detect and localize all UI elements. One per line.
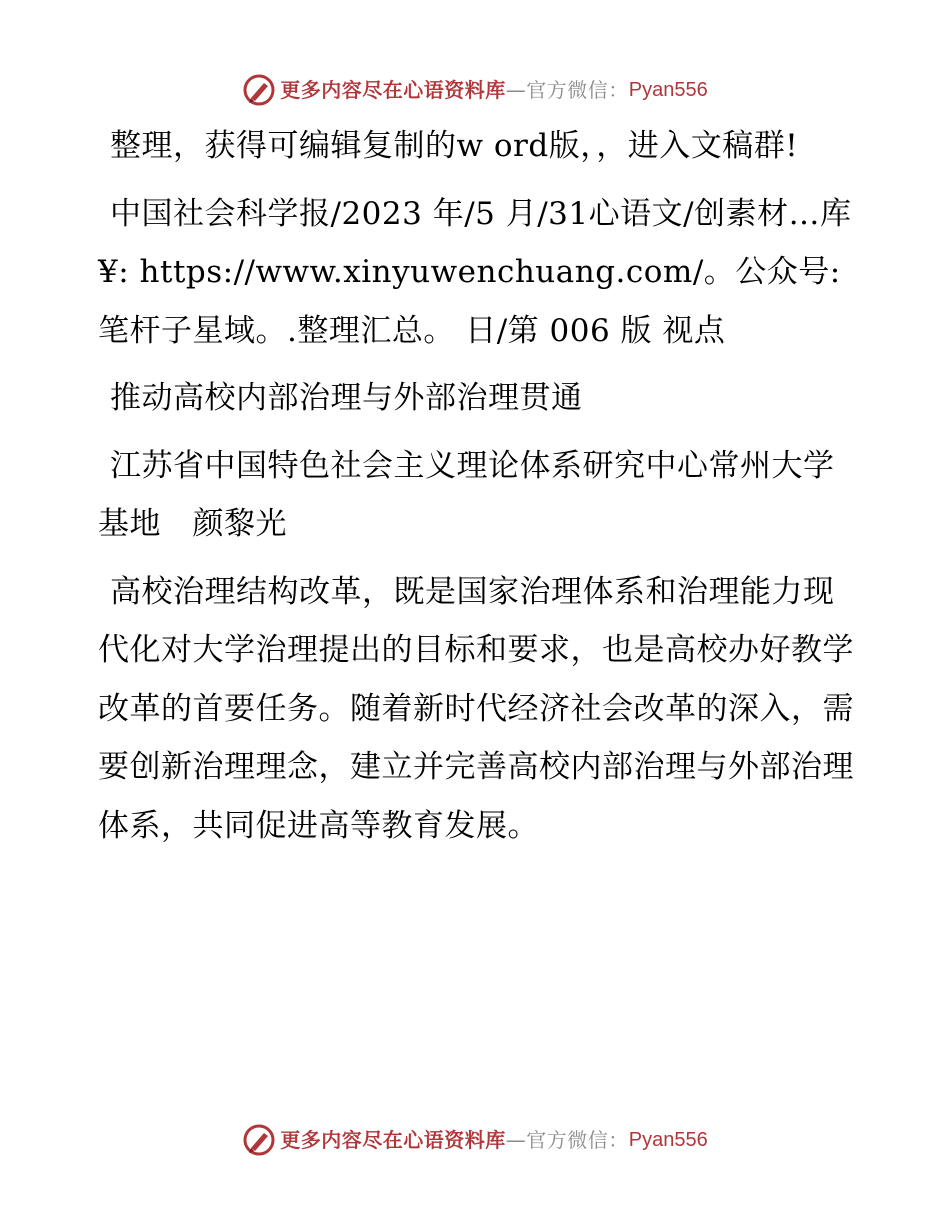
pen-logo-icon	[242, 73, 276, 107]
document-body	[98, 117, 858, 864]
watermark-separator-text: —官方微信：	[505, 1128, 629, 1152]
watermark-account-id: Pyan556	[628, 79, 708, 101]
article-title: 推动高校内部治理与外部治理贯通	[110, 380, 583, 416]
footer-watermark	[0, 1122, 950, 1158]
paragraph-intro: 整理，获得可编辑复制的w ord版，，进入文稿群!	[110, 128, 799, 164]
watermark-separator-text: —官方微信：	[505, 78, 629, 102]
watermark-account-id: Pyan556	[628, 1129, 708, 1151]
watermark-main-text: 更多内容尽在心语资料库	[280, 78, 506, 102]
pen-logo-icon	[242, 1123, 276, 1157]
article-author: 江苏省中国特色社会主义理论体系研究中心常州大学基地 颜黎光	[98, 447, 835, 542]
paragraph-source: 中国社会科学报/2023 年/5 月/31心语文/创素材…库¥: https://www.xinyuwenchuang.com/。公众号: 笔杆子星域。.整理汇总。 日/第 006 版 视点	[98, 195, 852, 349]
header-watermark	[0, 72, 950, 108]
watermark-main-text: 更多内容尽在心语资料库	[280, 1128, 506, 1152]
paragraph-body: 高校治理结构改革，既是国家治理体系和治理能力现代化对大学治理提出的目标和要求，也是高校办好教学改革的首要任务。随着新时代经济社会改革的深入，需要创新治理理念，建立并完善高校内部治理与外部治理体系，共同促进高等教育发展。	[98, 573, 854, 844]
